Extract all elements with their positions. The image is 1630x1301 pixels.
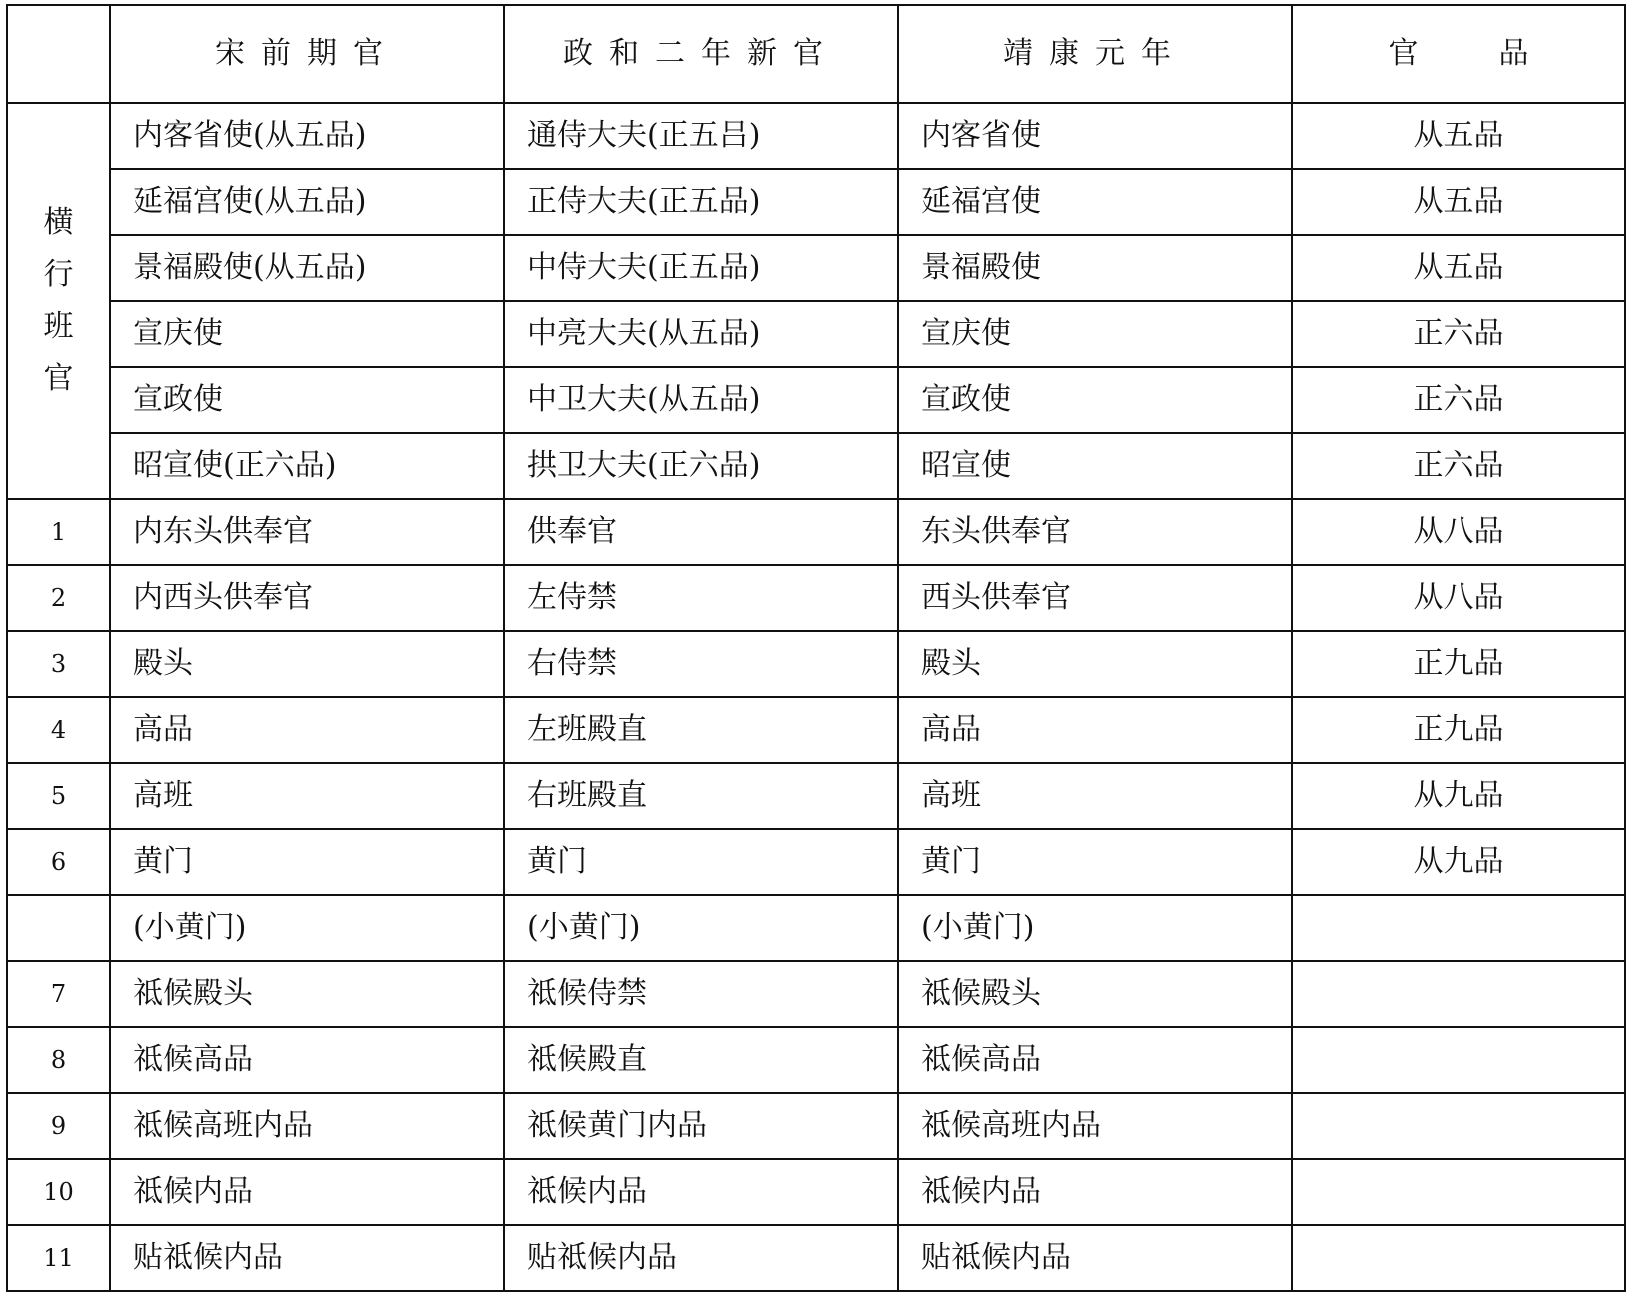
cell-zhenghe: 左班殿直 <box>504 697 898 763</box>
header-official-grade <box>1292 5 1625 103</box>
cell-index: 8 <box>7 1027 110 1093</box>
cell-early-song: 内东头供奉官 <box>110 499 504 565</box>
cell-early-song: 殿头 <box>110 631 504 697</box>
table-row <box>7 1027 1625 1093</box>
cell-zhenghe: 正侍大夫(正五品) <box>504 169 898 235</box>
cell-jingkang: 祗候殿头 <box>898 961 1292 1027</box>
cell-zhenghe: 祗候黄门内品 <box>504 1093 898 1159</box>
cell-early-song: 黄门 <box>110 829 504 895</box>
table-row <box>7 631 1625 697</box>
cell-zhenghe: 右侍禁 <box>504 631 898 697</box>
cell-jingkang: 贴祗候内品 <box>898 1225 1292 1291</box>
cell-index: 3 <box>7 631 110 697</box>
cell-jingkang: 宣政使 <box>898 367 1292 433</box>
cell-zhenghe: 右班殿直 <box>504 763 898 829</box>
cell-jingkang: 昭宣使 <box>898 433 1292 499</box>
table-row <box>7 1159 1625 1225</box>
header-blank-cell <box>7 5 110 103</box>
header-early-song-officials: 宋前期官 <box>110 5 504 103</box>
cell-early-song: 祗候殿头 <box>110 961 504 1027</box>
cell-zhenghe: 黄门 <box>504 829 898 895</box>
table-row <box>7 499 1625 565</box>
cell-zhenghe: 贴祗候内品 <box>504 1225 898 1291</box>
cell-jingkang: 景福殿使 <box>898 235 1292 301</box>
table-row <box>7 235 1625 301</box>
cell-jingkang: 祗候高班内品 <box>898 1093 1292 1159</box>
cell-zhenghe: 左侍禁 <box>504 565 898 631</box>
cell-grade <box>1292 1159 1625 1225</box>
table-row <box>7 1225 1625 1291</box>
cell-early-song: 内西头供奉官 <box>110 565 504 631</box>
cell-early-song: 贴祗候内品 <box>110 1225 504 1291</box>
cell-early-song: 祗候高班内品 <box>110 1093 504 1159</box>
cell-grade: 正九品 <box>1292 697 1625 763</box>
cell-index: 11 <box>7 1225 110 1291</box>
table-body <box>7 103 1625 1291</box>
table-row <box>7 367 1625 433</box>
cell-early-song: 景福殿使(从五品) <box>110 235 504 301</box>
cell-grade <box>1292 1093 1625 1159</box>
cell-grade: 从五品 <box>1292 169 1625 235</box>
cell-grade: 正六品 <box>1292 433 1625 499</box>
cell-zhenghe: 拱卫大夫(正六品) <box>504 433 898 499</box>
cell-jingkang: 内客省使 <box>898 103 1292 169</box>
table-row <box>7 301 1625 367</box>
cell-index: 2 <box>7 565 110 631</box>
cell-jingkang: 延福宫使 <box>898 169 1292 235</box>
cell-index: 4 <box>7 697 110 763</box>
cell-index: 7 <box>7 961 110 1027</box>
cell-index: 6 <box>7 829 110 895</box>
cell-grade: 正六品 <box>1292 301 1625 367</box>
cell-grade <box>1292 1225 1625 1291</box>
cell-jingkang: 高品 <box>898 697 1292 763</box>
cell-zhenghe: 中卫大夫(从五品) <box>504 367 898 433</box>
cell-early-song: 昭宣使(正六品) <box>110 433 504 499</box>
table-row <box>7 697 1625 763</box>
header-grade-part-b: 品 <box>1498 36 1529 71</box>
cell-grade: 从九品 <box>1292 763 1625 829</box>
cell-grade: 从九品 <box>1292 829 1625 895</box>
cell-grade: 从八品 <box>1292 499 1625 565</box>
official-ranks-table <box>6 4 1626 1292</box>
table-row <box>7 763 1625 829</box>
cell-grade <box>1292 1027 1625 1093</box>
cell-jingkang: 西头供奉官 <box>898 565 1292 631</box>
cell-zhenghe: 祗候殿直 <box>504 1027 898 1093</box>
cell-early-song: 延福宫使(从五品) <box>110 169 504 235</box>
cell-grade: 正六品 <box>1292 367 1625 433</box>
cell-early-song: 宣庆使 <box>110 301 504 367</box>
cell-grade: 正九品 <box>1292 631 1625 697</box>
cell-grade <box>1292 895 1625 961</box>
cell-index <box>7 895 110 961</box>
cell-early-song: 高班 <box>110 763 504 829</box>
cell-zhenghe: 中侍大夫(正五品) <box>504 235 898 301</box>
table-row <box>7 1093 1625 1159</box>
cell-jingkang: 殿头 <box>898 631 1292 697</box>
table-row <box>7 565 1625 631</box>
cell-index: 5 <box>7 763 110 829</box>
cell-zhenghe: 祗候侍禁 <box>504 961 898 1027</box>
cell-index: 1 <box>7 499 110 565</box>
table-row <box>7 433 1625 499</box>
cell-index: 9 <box>7 1093 110 1159</box>
table-row <box>7 829 1625 895</box>
header-zhenghe-new-officials: 政和二年新官 <box>504 5 898 103</box>
table-row <box>7 895 1625 961</box>
cell-jingkang: 黄门 <box>898 829 1292 895</box>
cell-zhenghe: 供奉官 <box>504 499 898 565</box>
cell-jingkang: 宣庆使 <box>898 301 1292 367</box>
group-label-vertical-text: 横行班官 <box>43 205 74 396</box>
cell-grade <box>1292 961 1625 1027</box>
cell-zhenghe: 祗候内品 <box>504 1159 898 1225</box>
cell-zhenghe: (小黄门) <box>504 895 898 961</box>
table-row <box>7 961 1625 1027</box>
cell-zhenghe: 通侍大夫(正五吕) <box>504 103 898 169</box>
cell-early-song: 祗候高品 <box>110 1027 504 1093</box>
group-label-cell <box>7 103 110 499</box>
cell-early-song: (小黄门) <box>110 895 504 961</box>
table-row <box>7 103 1625 169</box>
cell-grade: 从五品 <box>1292 235 1625 301</box>
cell-jingkang: (小黄门) <box>898 895 1292 961</box>
cell-zhenghe: 中亮大夫(从五品) <box>504 301 898 367</box>
cell-jingkang: 东头供奉官 <box>898 499 1292 565</box>
table-header-row <box>7 5 1625 103</box>
table-row <box>7 169 1625 235</box>
cell-grade: 从五品 <box>1292 103 1625 169</box>
cell-early-song: 高品 <box>110 697 504 763</box>
cell-jingkang: 祗候内品 <box>898 1159 1292 1225</box>
header-jingkang-first-year: 靖康元年 <box>898 5 1292 103</box>
cell-jingkang: 高班 <box>898 763 1292 829</box>
cell-early-song: 宣政使 <box>110 367 504 433</box>
cell-jingkang: 祗候高品 <box>898 1027 1292 1093</box>
cell-early-song: 祗候内品 <box>110 1159 504 1225</box>
header-grade-part-a: 官 <box>1388 36 1419 71</box>
cell-early-song: 内客省使(从五品) <box>110 103 504 169</box>
cell-index: 10 <box>7 1159 110 1225</box>
cell-grade: 从八品 <box>1292 565 1625 631</box>
